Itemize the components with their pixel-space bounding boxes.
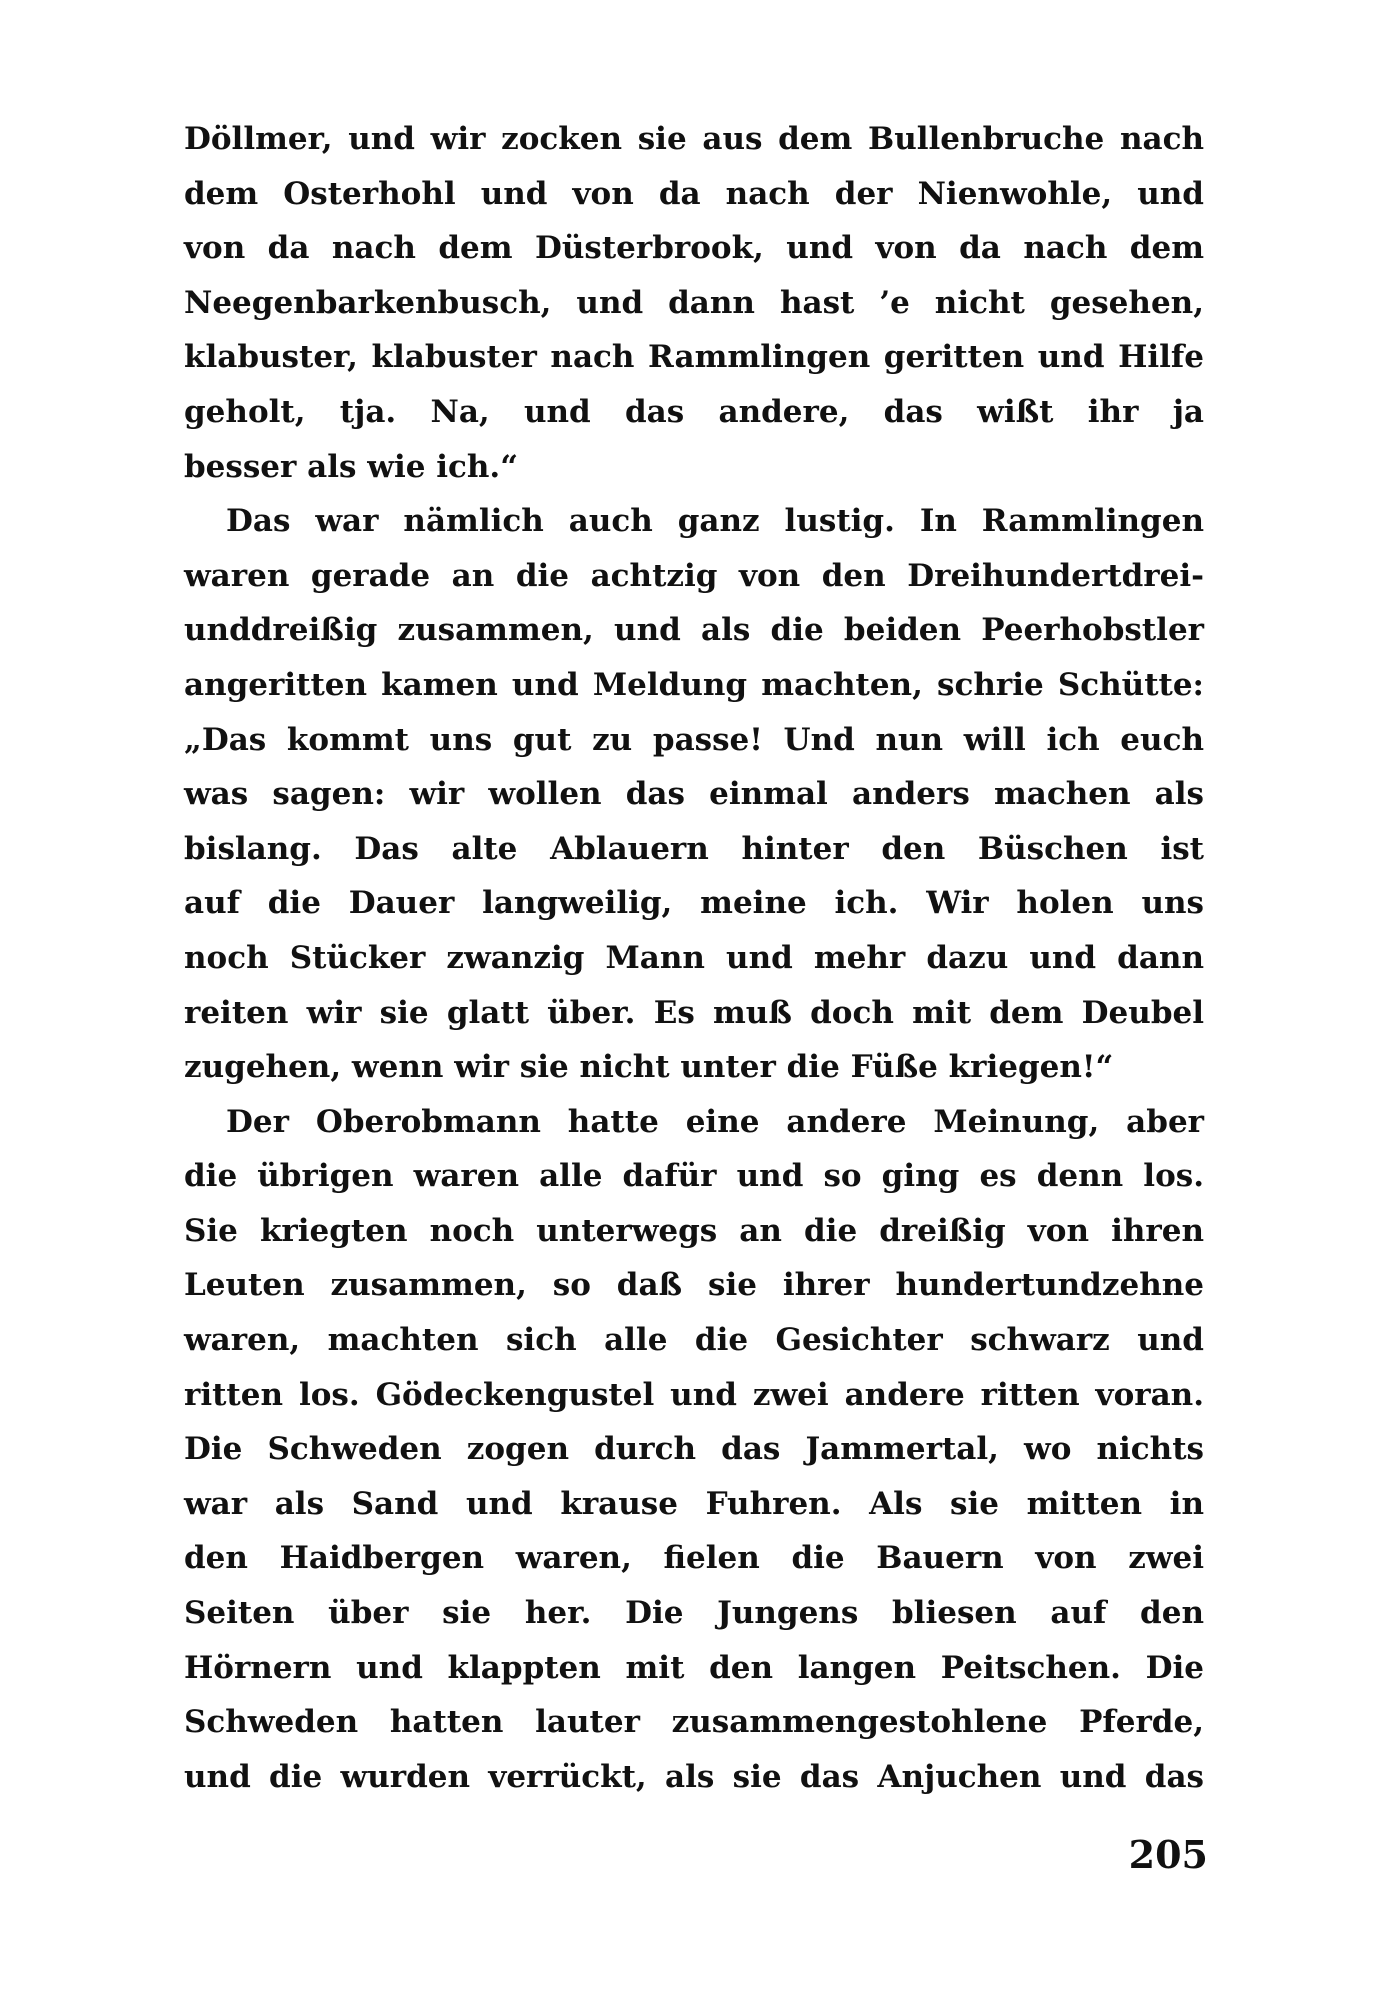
text-line: ritten los. Gödeckengustel und zwei andere ritten voran. — [184, 1376, 1204, 1413]
text-line: Seiten über sie her. Die Jungens bliesen auf den — [184, 1595, 1204, 1632]
text-line: Der Oberobmann hatte eine andere Meinung, aber — [226, 1103, 1204, 1140]
text-line: Das war nämlich auch ganz lustig. In Rammlingen — [226, 503, 1204, 540]
text-line: zugehen, wenn wir sie nicht unter die Füße kriegen!“ — [184, 1049, 1114, 1086]
text-line: „Das kommt uns gut zu passe! Und nun will ich euch — [184, 721, 1204, 758]
text-line: dem Osterhohl und von da nach der Nienwohle, und — [184, 175, 1204, 212]
text-line: Neegenbarkenbusch, und dann hast ’e nicht gesehen, — [184, 284, 1204, 321]
text-line: den Haidbergen waren, fielen die Bauern von zwei — [184, 1540, 1204, 1577]
body-text — [184, 112, 1204, 1804]
text-line: besser als wie ich.“ — [184, 448, 519, 485]
text-line: klabuster, klabuster nach Rammlingen geritten und Hilfe — [184, 339, 1204, 376]
text-line: waren gerade an die achtzig von den Dreihundertdrei- — [184, 557, 1204, 594]
text-line: von da nach dem Düsterbrook, und von da nach dem — [184, 230, 1204, 267]
text-line: geholt, tja. Na, und das andere, das wißt ihr ja — [184, 393, 1204, 430]
text-line: Die Schweden zogen durch das Jammertal, wo nichts — [184, 1431, 1204, 1468]
text-line: was sagen: wir wollen das einmal anders machen als — [184, 776, 1204, 813]
text-line: unddreißig zusammen, und als die beiden Peerhobstler — [184, 612, 1204, 649]
text-line: reiten wir sie glatt über. Es muß doch mit dem Deubel — [184, 994, 1204, 1031]
text-line: noch Stücker zwanzig Mann und mehr dazu und dann — [184, 939, 1204, 976]
text-line: war als Sand und krause Fuhren. Als sie mitten in — [184, 1485, 1204, 1522]
text-line: angeritten kamen und Meldung machten, schrie Schütte: — [184, 666, 1204, 703]
text-line: bislang. Das alte Ablauern hinter den Büschen ist — [184, 830, 1204, 867]
text-line: Hörnern und klappten mit den langen Peitschen. Die — [184, 1649, 1204, 1686]
text-line: waren, machten sich alle die Gesichter schwarz und — [184, 1322, 1204, 1359]
text-line: und die wurden verrückt, als sie das Anjuchen und das — [184, 1758, 1204, 1795]
text-line: Döllmer, und wir zocken sie aus dem Bullenbruche nach — [184, 121, 1204, 157]
text-line: Leuten zusammen, so daß sie ihrer hundertundzehne — [184, 1267, 1204, 1304]
page-number: 205 — [1128, 1832, 1208, 1877]
text-line: Schweden hatten lauter zusammengestohlene Pferde, — [184, 1704, 1204, 1741]
text-line: die übrigen waren alle dafür und so ging es denn los. — [184, 1158, 1204, 1195]
text-line: auf die Dauer langweilig, meine ich. Wir holen uns — [184, 885, 1204, 922]
text-line: Sie kriegten noch unterwegs an die dreißig von ihren — [184, 1212, 1204, 1249]
